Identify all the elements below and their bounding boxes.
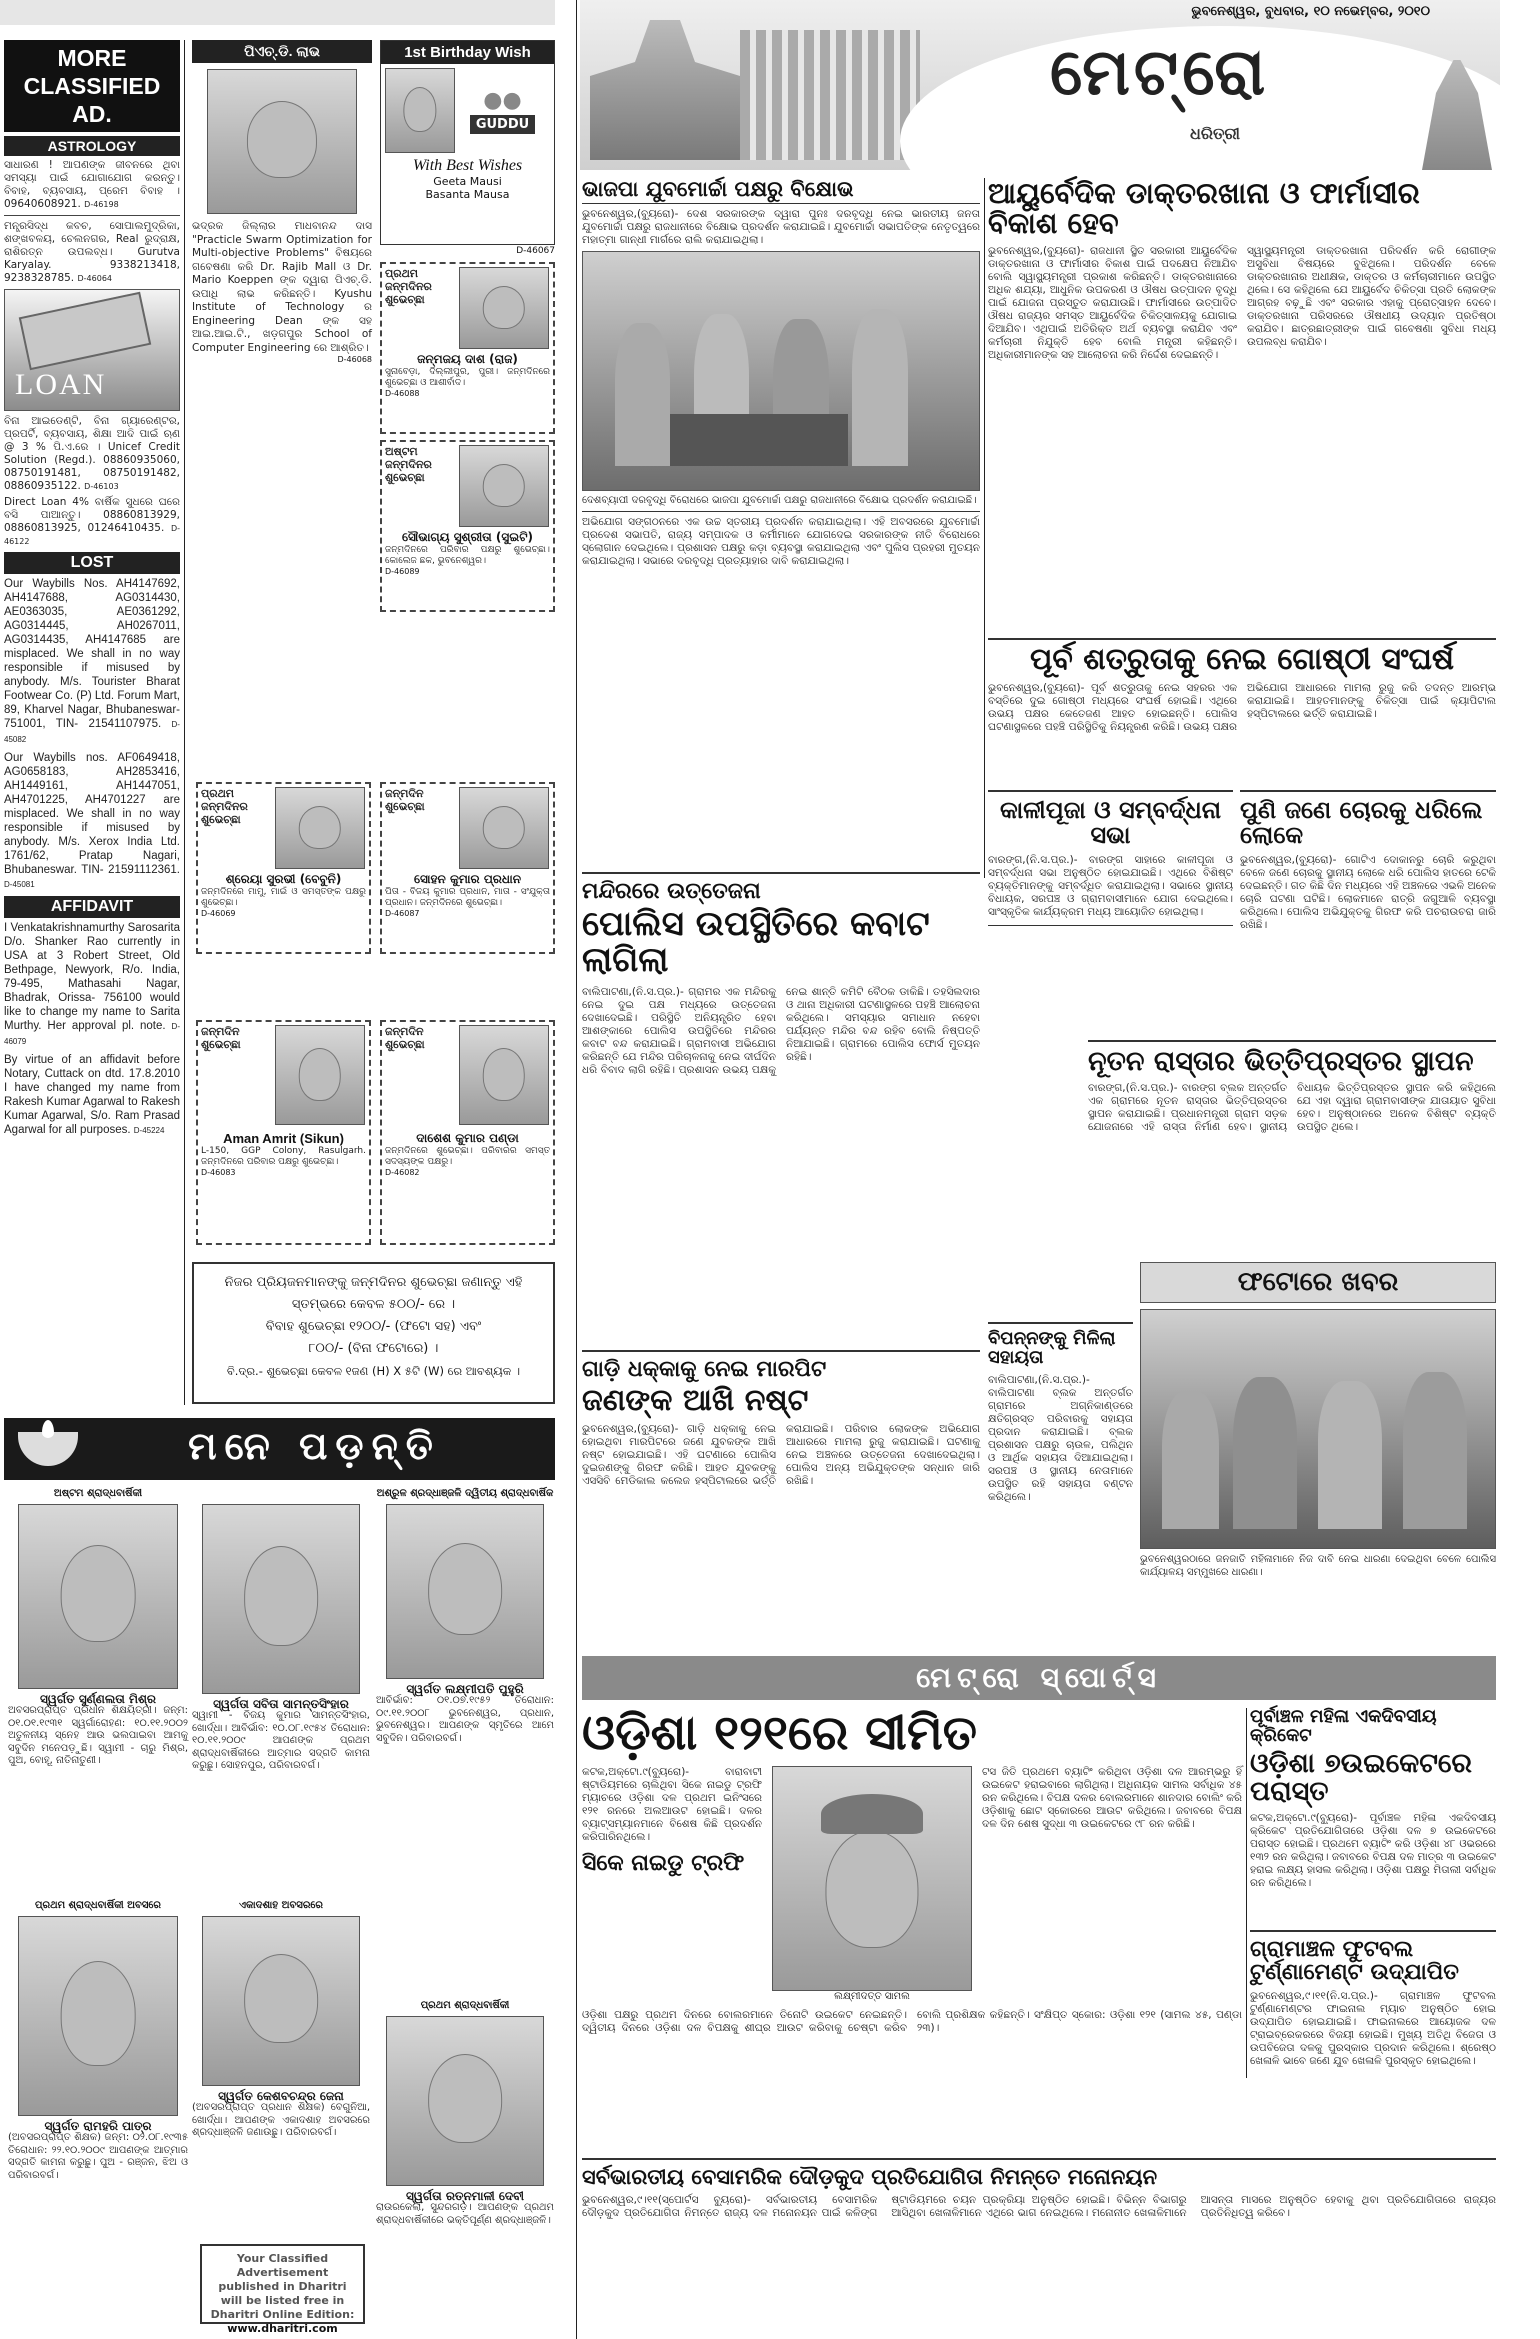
greeting-box <box>380 262 555 434</box>
bjym-body: ଭୁବନେଶ୍ୱର,(ବ୍ୟୁରୋ)- ଦେଶ ସରକାରଙ୍କ ଦ୍ୱାରା ପୁନଃ ଦରବୃଦ୍ଧି ନେଇ ଭାରତୀୟ ଜନତା ଯୁବମୋର୍ଚ୍ଚା ପକ୍ଷରୁ ରାଜଧାନୀରେ ବିକ୍ଷୋଭ ପ୍ରଦର୍ଶନ କରାଯାଇଛି। ଯୁବମୋର୍ଚ୍ଚା ସଭାପତିଙ୍କ ନେତୃତ୍ୱରେ ମହାତ୍ମା ଗାନ୍ଧୀ ମାର୍ଗରେ ରାଲି କରାଯାଇଥିଲା। <box>582 208 980 247</box>
rates-line: ବି.ଦ୍ର.- ଶୁଭେଚ୍ଛା କେବଳ ୧ଜଣ (H) X ୫ଟି (W) ରେ ଆବଶ୍ୟକ । <box>226 1364 521 1378</box>
gurutva-ad: ମନ୍ତ୍ରସିଦ୍ଧ କବଚ, ସୋପାଲମୁଦ୍ରିକା, ଶଙ୍ଖବଳୟ, ଚେଲନଗର, Real ରୁଦ୍ରାକ୍ଷ, ରାଶିରତ୍ନ ଉପଲବ୍ଧ। Gurutva Karyalay. 9338213418, 9238328785. D-46064 <box>4 220 180 284</box>
birthday-code: D-46067 <box>516 246 555 256</box>
bjym-article <box>582 178 980 868</box>
bjym-photo <box>582 251 980 491</box>
greeting-box <box>196 1020 371 1245</box>
divider <box>184 40 185 1405</box>
greeting-photo <box>459 267 549 349</box>
memorial-text: ରାଉରକେଲା, ସୁନ୍ଦରଗଡ଼। ଆପଣଙ୍କ ପ୍ରଥମ ଶ୍ରାଦ୍ଧବାର୍ଷିକୀରେ ଭକ୍ତିପୂର୍ଣ୍ଣ ଶ୍ରଦ୍ଧାଞ୍ଜଳି। <box>376 2202 554 2226</box>
greeting-title: ଅଷ୍ଟମ ଜନ୍ମଦିନର ଶୁଭେଚ୍ଛା <box>385 445 432 484</box>
purba-headline: ପୂର୍ବ ଶତ୍ରୁତାକୁ ନେଇ ଗୋଷ୍ଠୀ ସଂଘର୍ଷ <box>1029 642 1455 677</box>
bipanna-headline: ବିପନ୍ନଙ୍କୁ ମିଳିଲା ସହାୟତା <box>988 1328 1116 1368</box>
cricketer-photo <box>772 1766 972 1991</box>
memorial-tag: ପ୍ରଥମ ଶ୍ରାଦ୍ଧବାର୍ଷିକୀ <box>420 2000 510 2011</box>
memorial-name: ସ୍ୱର୍ଗତ ରାମହରି ପାତ୍ର <box>44 2119 152 2133</box>
sports-main-body-2: ଟସ ଜିତି ପ୍ରଥମେ ବ୍ୟାଟିଂ କରିଥିବା ଓଡ଼ିଶା ଦଳ ଆରମ୍ଭରୁ ହିଁ ଉଇକେଟ ହରାଇବାରେ ଲାଗିଥିଲା। ଅଧିନାୟକ ସାମଲ ସର୍ବାଧିକ ୪୫ ରନ କରିଥିଲେ। ବିପକ୍ଷ ଦଳର ବୋଲରମାନେ ଶାନଦାର ବୋଲିଂ କରି ଓଡ଼ିଶାକୁ ଛୋଟ ସ୍କୋରରେ ଆଉଟ କରିଥିଲେ। ଜବାବରେ ବିପକ୍ଷ ଦଳ ଦିନ ଶେଷ ସୁଦ୍ଧା ୩ ଉଇକେଟରେ ୯୮ ରନ କରିଛି। <box>982 1766 1242 1831</box>
temple-illustration <box>590 20 740 160</box>
affidavit-ad-2: By virtue of an affidavit before Notary, Cuttack on dtd. 17.8.2010 I have changed my name from Rakesh Kumar Agarwal to Rakesh Kumar Agarwal, S/o. Ram Prasad Agarwal for all purposes. D-45224 <box>4 1054 180 1136</box>
memorial-name: ସ୍ୱର୍ଗତା ରତ୍ନମାଳୀ ଦେବୀ <box>406 2189 524 2203</box>
rates-line: ୮୦୦/- (ବିନା ଫଟୋରେ) । <box>308 1341 439 1356</box>
birthday-from-1: Geeta Mausi <box>433 175 502 188</box>
birthday-name: GUDDU <box>470 115 535 134</box>
greeting-title: ପ୍ରଥମ ଜନ୍ମଦିନର ଶୁଭେଚ୍ଛା <box>385 267 432 306</box>
purba-body: ଭୁବନେଶ୍ୱର,(ବ୍ୟୁରୋ)- ପୂର୍ବ ଶତ୍ରୁତାକୁ ନେଇ ସହରର ଏକ ବସ୍ତିରେ ଦୁଇ ଗୋଷ୍ଠୀ ମଧ୍ୟରେ ସଂଘର୍ଷ ହୋଇଛି। ଏଥିରେ ଉଭୟ ପକ୍ଷର କେତେଜଣ ଆହତ ହୋଇଛନ୍ତି। ପୋଲିସ ଘଟଣାସ୍ଥଳରେ ପହଞ୍ଚି ପରିସ୍ଥିତିକୁ ନିୟନ୍ତ୍ରଣ କରିଛି। ଉଭୟ ପକ୍ଷର ଅଭିଯୋଗ ଆଧାରରେ ମାମଲା ରୁଜୁ କରି ତଦନ୍ତ ଆରମ୍ଭ କରାଯାଇଛି। ଆହତମାନଙ୍କୁ ଚିକିତ୍ସା ପାଇଁ କ୍ୟାପିଟାଲ ହସ୍ପିଟାଲରେ ଭର୍ତ୍ତି କରାଯାଇଛି। <box>988 681 1496 733</box>
memorial-text: ଆବିର୍ଭାବ: ୦୧.୦୭.୧୯୫୨ ତିରୋଧାନ: ୦୯.୧୧.୨୦୦୮ ଭୁବନେଶ୍ୱର, ପ୍ରଧାନ, ଭୁବନେଶ୍ୱର। ଆପଣଙ୍କ ସ୍ମୃତିରେ ଆମେ ସବୁଦିନ। ପରିବାରବର୍ଗ। <box>376 1695 554 1744</box>
women-headline: ଓଡ଼ିଶା ୭ଉଇକେଟରେ ପରାସ୍ତ <box>1250 1747 1472 1808</box>
loan-label: LOAN <box>15 368 107 401</box>
greeting-name: ଶ୍ରେୟା ସୁରଭୀ (ବେବୁନି) <box>225 872 342 886</box>
phd-code: D-46068 <box>337 355 372 364</box>
photo-news-image <box>1140 1309 1496 1549</box>
photo-news <box>1140 1262 1496 1642</box>
memorial-photo <box>202 1504 360 1694</box>
memorial-person <box>8 1900 188 2330</box>
greeting-code: D-46083 <box>201 1168 236 1177</box>
football-body: ଭୁବନେଶ୍ୱର,୯।୧୧(ନି.ସ.ପ୍ର.)- ଗ୍ରାମାଞ୍ଚଳ ଫୁଟବଲ ଟୁର୍ଣ୍ଣାମେଣ୍ଟର ଫାଇନାଲ ମ୍ୟାଚ ଅନୁଷ୍ଠିତ ହୋଇ ଉଦ୍‌ଯାପିତ ହୋଇଯାଇଛି। ଫାଇନାଲରେ ଆୟୋଜକ ଦଳ ଟ୍ରାଇବ୍ରେକରରେ ବିଜୟୀ ହୋଇଛି। ମୁଖ୍ୟ ଅତିଥି ବିଜେତା ଓ ଉପବିଜେତା ଦଳକୁ ପୁରସ୍କାର ପ୍ରଦାନ କରିଥିଲେ। ଶ୍ରେଷ୍ଠ ଖେଳାଳି ଭାବେ ଜଣେ ଯୁବ ଖେଳାଳି ପୁରସ୍କୃତ ହୋଇଥିଲେ। <box>1250 1990 1496 2068</box>
greeting-photo <box>275 787 365 869</box>
ayurvedic-headline: ଆୟୁର୍ବେଦିକ ଡାକ୍ତରଖାନା ଓ ଫାର୍ମାସୀର ବିକାଶ ହେବ <box>988 176 1420 241</box>
memorial-photo <box>18 1504 178 1689</box>
greeting-photo <box>459 445 549 527</box>
women-cricket-article <box>1250 1708 1496 1918</box>
greeting-box <box>380 440 555 612</box>
greeting-photo <box>275 1025 365 1125</box>
online-url[interactable]: www.dharitri.com <box>227 2322 338 2335</box>
memorial-banner <box>4 1418 555 1480</box>
greeting-text: ଜନ୍ମଦିନରେ ଶୁଭେଚ୍ଛା। ପରିବାରର ସମସ୍ତ ସଦସ୍ୟଙ୍କ ପକ୍ଷରୁ। <box>385 1146 550 1167</box>
birthday-wish: With Best Wishes <box>412 157 523 174</box>
masthead-title: ମେଟ୍ରୋ <box>1050 36 1270 110</box>
chor-article <box>1240 790 1496 1000</box>
greeting-code: D-46069 <box>201 909 236 918</box>
chor-headline: ପୁଣି ଜଣେ ଚୋରକୁ ଧରିଲେ ଲୋକେ <box>1240 796 1483 850</box>
rates-line: ସ୍ତମ୍ଭରେ କେବଳ ୫୦୦/- ରେ । <box>291 1297 456 1312</box>
divider <box>984 178 985 878</box>
kali-body: ବାରଙ୍ଗ,(ନି.ସ.ପ୍ର.)- ବାରଙ୍ଗ ସାହାରେ କାଳୀପୂଜା ଓ ସମ୍ବର୍ଦ୍ଧନା ସଭା ଅନୁଷ୍ଠିତ ହୋଇଯାଇଛି। ଏଥିରେ ବିଶିଷ୍ଟ ବ୍ୟକ୍ତିମାନଙ୍କୁ ସମ୍ବର୍ଦ୍ଧିତ କରାଯାଇଥିଲା। ସଭାରେ ସ୍ଥାନୀୟ ବିଧାୟକ, ସରପଞ୍ଚ ଓ ଗ୍ରାମବାସୀମାନେ ଯୋଗ ଦେଇଥିଲେ। ସାଂସ୍କୃତିକ କାର୍ଯ୍ୟକ୍ରମ ମଧ୍ୟ ଆୟୋଜିତ ହୋଇଥିଲା। <box>988 854 1233 919</box>
rates-line: ବିବାହ ଶୁଭେଚ୍ଛା ୧୨୦୦/- (ଫଟୋ ସହ) ଏବଂ <box>265 1319 482 1334</box>
greeting-text: ସୁନାବେଡ଼ା, ଦିଲ୍ଲୀପୁର, ପୁରୀ। ଜନ୍ମଦିନରେ ଶୁଭେଚ୍ଛା ଓ ଆଶୀର୍ବାଦ। <box>385 367 550 388</box>
greeting-text: L-150, GGP Colony, Rasulgarh. ଜନ୍ମଦିନରେ ପରିବାର ପକ୍ଷରୁ ଶୁଭେଚ୍ଛା। <box>201 1146 366 1167</box>
rates-box <box>192 1262 555 1404</box>
divider <box>1246 1708 1247 2078</box>
bipanna-body: ବାଲିପାଟଣା,(ନି.ସ.ପ୍ର.)- ବାଲିପାଟଣା ବ୍ଲକ ଅନ୍ତର୍ଗତ ଗ୍ରାମରେ ଅଗ୍ନିକାଣ୍ଡରେ କ୍ଷତିଗ୍ରସ୍ତ ପରିବାରକୁ ସହାୟତା ପ୍ରଦାନ କରାଯାଇଛି। ବ୍ଲକ ପ୍ରଶାସନ ପକ୍ଷରୁ ଚାଉଳ, ପଲିଥିନ ଓ ଆର୍ଥିକ ସହାୟତା ଦିଆଯାଇଥିଲା। ସରପଞ୍ଚ ଓ ସ୍ଥାନୀୟ ନେତାମାନେ ଉପସ୍ଥିତ ରହି ସହାୟତା ବଣ୍ଟନ କରିଥିଲେ। <box>988 1373 1133 1503</box>
gadi-body: ଭୁବନେଶ୍ୱର,(ବ୍ୟୁରୋ)- ଗାଡ଼ି ଧକ୍କାକୁ ନେଇ ହୋଇଥିବା ମାରପିଟରେ ଜଣେ ଯୁବକଙ୍କ ଆଖି ନଷ୍ଟ ହୋଇଯାଇଛି। ଏହି ଘଟଣାରେ ପୋଲିସ ଦୁଇଜଣଙ୍କୁ ଗିରଫ କରିଛି। ଆହତ ଯୁବକଙ୍କୁ ଏସସିବି ମେଡିକାଲ କଲେଜ ହସ୍ପିଟାଲରେ ଭର୍ତ୍ତି କରାଯାଇଛି। ପରିବାର ଲୋକଙ୍କ ଅଭିଯୋଗ ଆଧାରରେ ମାମଲା ରୁଜୁ କରାଯାଇଛି। ଘଟଣାକୁ ନେଇ ଅଞ୍ଚଳରେ ଉତ୍ତେଜନା ଦେଖାଦେଇଥିଲା। ପୋଲିସ ଅନ୍ୟ ଅଭିଯୁକ୍ତଙ୍କ ସନ୍ଧାନ ଜାରି ରଖିଛି। <box>582 1422 980 1487</box>
greeting-name: Aman Amrit (Sikun) <box>223 1131 344 1146</box>
women-body: କଟକ,ଅକ୍ଟୋ.୯(ବ୍ୟୁରୋ)- ପୂର୍ବାଞ୍ଚଳ ମହିଳା ଏକଦିବସୀୟ କ୍ରିକେଟ ପ୍ରତିଯୋଗିତାରେ ଓଡ଼ିଶା ଦଳ ୭ ଉଇକେଟରେ ପରାସ୍ତ ହୋଇଛି। ପ୍ରଥମେ ବ୍ୟାଟିଂ କରି ଓଡ଼ିଶା ୪୮ ଓଭରରେ ୧୩୨ ରନ କରିଥିଲା। ଜବାବରେ ବିପକ୍ଷ ଦଳ ମାତ୍ର ୩ ଉଇକେଟ ହରାଇ ଲକ୍ଷ୍ୟ ହାସଲ କରିଥିଲା। ଓଡ଼ିଶା ପକ୍ଷରୁ ମିତାଲୀ ସର୍ବାଧିକ ରନ କରିଥିଲେ। <box>1250 1812 1496 1890</box>
memorial-name: ସ୍ୱର୍ଗତ କେଶବଚନ୍ଦ୍ର ଜେନା <box>218 2089 344 2103</box>
direct-loan-ad: Direct Loan 4% ବାର୍ଷିକ ସୁଧରେ ଘରେ ବସି ପାଆନ୍ତୁ। 08860813929, 08860813925, 01246410435. D-46122 <box>4 496 180 546</box>
affidavit-ad-1: I Venkatakrishnamurthy Sarosarita D/o. Shanker Rao currently in USA at 3 Robert Street, Old Bethpage, Newyork, R/o. India, 79-495, Mathasahi Nagar, Bhadrak, Orissa- 756100 would like to change my name to Sarita Murthy. Her approval pl. note. D-46079 <box>4 922 180 1046</box>
mandir-headline: ପୋଲିସ ଉପସ୍ଥିତିରେ କବାଟ ଲାଗିଲା <box>582 904 930 980</box>
memorial-photo <box>386 1504 544 1679</box>
balloons-icon: ●● <box>483 87 522 113</box>
greeting-photo <box>459 1025 549 1125</box>
raasta-body: ବାରଙ୍ଗ,(ନି.ସ.ପ୍ର.)- ବାରଙ୍ଗ ବ୍ଲକ ଅନ୍ତର୍ଗତ ଏକ ଗ୍ରାମରେ ନୂତନ ରାସ୍ତାର ଭିତ୍ତିପ୍ରସ୍ତର ସ୍ଥାପନ କରାଯାଇଛି। ପ୍ରଧାନମନ୍ତ୍ରୀ ଗ୍ରାମ ସଡ଼କ ଯୋଜନାରେ ଏହି ରାସ୍ତା ନିର୍ମାଣ ହେବ। ସ୍ଥାନୀୟ ବିଧାୟକ ଭିତ୍ତିପ୍ରସ୍ତର ସ୍ଥାପନ କରି କହିଥିଲେ ଯେ ଏହା ଦ୍ୱାରା ଗ୍ରାମବାସୀଙ୍କ ଯାତାୟାତ ସୁବିଧା ହେବ। ଅନୁଷ୍ଠାନରେ ଅନେକ ବିଶିଷ୍ଟ ବ୍ୟକ୍ତି ଉପସ୍ଥିତ ଥିଲେ। <box>1088 1082 1496 1134</box>
astrology-label: ASTROLOGY <box>4 136 180 156</box>
memorial-text: ସ୍ୱାମୀ - ବିଜୟ କୁମାର ସାମନ୍ତସିଂହାର, ଖୋର୍ଦ୍ଧା। ଆବିର୍ଭାବ: ୧୦.୦୮.୧୯୫୪ ତିରୋଧାନ: ୧୦.୧୧.୨୦୦୯ ଆପଣଙ୍କ ପ୍ରଥମ ଶ୍ରାଦ୍ଧବାର୍ଷିକୀରେ ଆତ୍ମାର ସଦ୍‌ଗତି କାମନା କରୁଛୁ। ସୋହନପୁର, ପରିବାରବର୍ଗ। <box>192 1710 370 1771</box>
baby-photo <box>385 68 455 153</box>
memorial-text: ଅବସରପ୍ରାପ୍ତ ପ୍ରଧାନ ଶିକ୍ଷୟିତ୍ରୀ। ଜନ୍ମ: ୦୧.୦୧.୧୯୩୧ ସ୍ୱର୍ଗାରୋହଣ: ୧୦.୧୧.୨୦୦୨ ଅତୁଳନୀୟ ସ୍ନେହ ଆଉ ଭଲପାଇବା ଆମକୁ ସବୁଦିନ ମନେପଡ଼ୁଛି। ସ୍ୱାମୀ - ଚାରୁ ମିଶ୍ର, ପୁଅ, ବୋହୂ, ନାତିନାତୁଣୀ। <box>8 1705 188 1766</box>
classified-header: MORE CLASSIFIED AD. <box>4 40 180 132</box>
memorial-name: ସ୍ୱର୍ଗତ ସୁର୍ଣ୍ଣଲତା ମିଶ୍ର <box>40 1692 156 1706</box>
banner-cloth <box>670 414 848 466</box>
memorial-photo <box>202 1916 360 2086</box>
football-article <box>1250 1930 1496 2150</box>
memorial-name: ସ୍ୱର୍ଗତ ଲକ୍ଷ୍ମୀପତି ପୁହୁରି <box>406 1682 524 1696</box>
greeting-text: ପିତା - ବିଜୟ କୁମାର ପ୍ରଧାନ, ମାତା - ସଂଯୁକ୍ତା ପ୍ରଧାନ। ଜନ୍ମଦିନରେ ଶୁଭେଚ୍ଛା। <box>385 887 550 908</box>
greeting-code: D-46087 <box>385 909 420 918</box>
memorial-person <box>8 1488 188 1888</box>
memorial-photo <box>18 1916 178 2116</box>
sports-main-body-3: ଓଡ଼ିଶା ପକ୍ଷରୁ ପ୍ରଥମ ଦିନରେ ବୋଲରମାନେ ତିନୋଟି ଉଇକେଟ ନେଇଛନ୍ତି। ଦ୍ୱିତୀୟ ଦିନରେ ଓଡ଼ିଶା ଦଳ ବିପକ୍ଷକୁ ଶୀଘ୍ର ଆଉଟ କରିବାକୁ ଚେଷ୍ଟା କରିବ ବୋଲି ପ୍ରଶିକ୍ଷକ କହିଛନ୍ତି। ସଂକ୍ଷିପ୍ତ ସ୍କୋର: ଓଡ଼ିଶା ୧୨୧ (ସାମଲ ୪୫, ପଣ୍ଡା ୨୩)। <box>582 2009 1242 2035</box>
football-headline: ଗ୍ରାମାଞ୍ଚଳ ଫୁଟବଲ ଟୁର୍ଣ୍ଣାମେଣ୍ଟ ଉଦ୍‌ଯାପିତ <box>1250 1937 1459 1986</box>
greeting-name: ସୋହନ କୁମାର ପ୍ରଧାନ <box>413 872 522 886</box>
memorial-person <box>192 1900 370 2230</box>
greeting-title: ଜନ୍ମଦିନ ଶୁଭେଚ୍ଛା <box>385 787 425 813</box>
greeting-code: D-46088 <box>385 389 420 398</box>
phd-text: ଭଦ୍ରକ ଜିଲ୍ଲାର ମାଧବାନନ୍ଦ ଦାସ "Practicle Swarm Optimization for Multi-objective Problems" ବିଷୟରେ ଗବେଷଣା କରି Dr. Rajib Mall ଓ Dr. Mario Koeppen ଙ୍କ ଦ୍ୱାରା ପିଏଚ୍.ଡି. ଉପାଧି ଲାଭ କରିଛନ୍ତି। Kyushu Institute of Technology ର Engineering Dean ଙ୍କ ସହ ଆଇ.ଆଇ.ଟି., ଖଡ଼ଗପୁର School of Computer Engineering ରେ ଆଶ୍ରିତ। <box>192 220 372 354</box>
greeting-title: ଜନ୍ମଦିନ ଶୁଭେଚ୍ଛା <box>385 1025 425 1051</box>
sports-banner: ମେଟ୍ରୋ ସ୍ପୋର୍ଟ୍ସ <box>582 1656 1496 1700</box>
bjym-caption: ଦେଶବ୍ୟାପୀ ଦରବୃଦ୍ଧି ବିରୋଧରେ ଭାଜପା ଯୁବମୋର୍ଚ୍ଚା ପକ୍ଷରୁ ରାଜଧାନୀରେ ବିକ୍ଷୋଭ ପ୍ରଦର୍ଶନ କରାଯାଇଛି। <box>582 495 977 507</box>
masthead-date: ଭୁବନେଶ୍ୱର, ବୁଧବାର, ୧୦ ନଭେମ୍ବର, ୨୦୧୦ <box>1191 4 1430 19</box>
chor-body: ଭୁବନେଶ୍ୱର,(ବ୍ୟୁରୋ)- ଗୋଟିଏ ଦୋକାନରୁ ଚୋରି କରୁଥିବା ବେଳେ ଜଣେ ଚୋରକୁ ସ୍ଥାନୀୟ ଲୋକେ ଧରି ପୋଲିସ ହାତରେ ଟେକି ଦେଇଛନ୍ତି। ଗତ କିଛି ଦିନ ମଧ୍ୟରେ ଏହି ଅଞ୍ଚଳରେ ଏଭଳି ଅନେକ ଚୋରି ଘଟଣା ଘଟିଛି। ଲୋକମାନେ ରାତ୍ରି ଜଗୁଆଳି ବ୍ୟବସ୍ଥା କରିଥିଲେ। ପୋଲିସ ଅଭିଯୁକ୍ତକୁ ଗିରଫ କରି ପଚରାଉଚରା ଜାରି ରଖିଛି। <box>1240 854 1496 932</box>
lost-ad-2: Our Waybills nos. AF0649418, AG0658183, AH2853416, AH1449161, AH1447051, AH4701225, AH4701227 are misplaced. We shall in no way responsible if misused by anybody. M/s. Xerox India Ltd. 1761/62, Pratap Nagari, Bhubaneswar. TIN- 21591112361. D-45081 <box>4 752 180 889</box>
birthday-header: 1st Birthday Wish <box>381 41 554 64</box>
greeting-title: ପ୍ରଥମ ଜନ୍ମଦିନର ଶୁଭେଚ୍ଛା <box>201 787 248 826</box>
raasta-headline: ନୂତନ ରାସ୍ତାର ଭିତ୍ତିପ୍ରସ୍ତର ସ୍ଥାପନ <box>1088 1046 1474 1077</box>
greeting-box <box>380 1020 555 1245</box>
ayurvedic-body: ଭୁବନେଶ୍ୱର,(ବ୍ୟୁରୋ)- ରାଜଧାନୀ ସ୍ଥିତ ସରକାରୀ ଆୟୁର୍ବେଦିକ ଡାକ୍ତରଖାନା ଓ ଫାର୍ମାସୀର ବିକାଶ ପାଇଁ ପଦକ୍ଷେପ ନିଆଯିବ ବୋଲି ସ୍ୱାସ୍ଥ୍ୟମନ୍ତ୍ରୀ ପ୍ରକାଶ କରିଛନ୍ତି। ଡାକ୍ତରଖାନାରେ ଅଧିକ ଶଯ୍ୟା, ଆଧୁନିକ ଉପକରଣ ଓ ଔଷଧ ଉତ୍ପାଦନ ବୃଦ୍ଧି ପାଇଁ ଯୋଜନା ପ୍ରସ୍ତୁତ କରାଯାଉଛି। ଫାର୍ମାସୀରେ ଉତ୍ପାଦିତ ଔଷଧ ରାଜ୍ୟର ସମସ୍ତ ଆୟୁର୍ବେଦିକ ଚିକିତ୍ସାଳୟକୁ ଯୋଗାଇ ଦିଆଯିବ। ଏଥିପାଇଁ ଅତିରିକ୍ତ ଅର୍ଥ ବ୍ୟବସ୍ଥା କରାଯିବ ଏବଂ କର୍ମଚାରୀ ନିଯୁକ୍ତି ହେବ ବୋଲି ମନ୍ତ୍ରୀ କହିଛନ୍ତି। ଅଧିକାରୀମାନଙ୍କ ସହ ଆଲୋଚନା କରି ନିର୍ଦ୍ଦେଶ ଦେଇଛନ୍ତି। <box>988 244 1237 361</box>
greeting-name: ଜନ୍ମଜୟ ଦାଶ (ରାଜ) <box>417 352 518 366</box>
online-note: Your Classified Advertisement published in Dharitri will be listed free in Dharitri Online Edition: <box>210 2252 355 2321</box>
classified-column <box>4 40 180 1405</box>
memorial-person <box>376 1488 554 1938</box>
memorial-tag: ଅଷ୍ଟମ ଶ୍ରାଦ୍ଧବାର୍ଷିକୀ <box>53 1488 143 1499</box>
memorial-text: (ଅବସରପ୍ରାପ୍ତ ପ୍ରଧାନ ଶିକ୍ଷକ) ବେଗୁନିଆ, ଖୋର୍ଦ୍ଧା। ଆପଣଙ୍କ ଏକାଦଶାହ ଅବସରରେ ଶ୍ରଦ୍ଧାଞ୍ଜଳି ଜଣାଉଛୁ। ପରିବାରବର୍ଗ। <box>192 2102 370 2138</box>
phd-ad <box>192 40 372 660</box>
greeting-box <box>380 782 555 954</box>
race-body: ଭୁବନେଶ୍ୱର,୯।୧୧(ସ୍ପୋର୍ଟସ ବ୍ୟୁରୋ)- ସର୍ବଭାରତୀୟ ବେସାମରିକ ଦୌଡ଼କୁଦ ପ୍ରତିଯୋଗିତା ନିମନ୍ତେ ରାଜ୍ୟ ଦଳ ମନୋନୟନ ପାଇଁ କଳିଙ୍ଗ ଷ୍ଟାଡିୟମରେ ଚୟନ ପ୍ରକ୍ରିୟା ଅନୁଷ୍ଠିତ ହୋଇଛି। ବିଭିନ୍ନ ବିଭାଗରୁ ଆସିଥିବା ଖେଳାଳିମାନେ ଏଥିରେ ଭାଗ ନେଇଥିଲେ। ମନୋନୀତ ଖେଳାଳିମାନେ ଆସନ୍ତା ମାସରେ ଅନୁଷ୍ଠିତ ହେବାକୁ ଥିବା ପ୍ରତିଯୋଗିତାରେ ରାଜ୍ୟର ପ୍ରତିନିଧିତ୍ୱ କରିବେ। <box>582 2194 1496 2220</box>
loan-banner <box>4 289 180 411</box>
greeting-box <box>196 782 371 954</box>
greeting-name: ଦାଶେଶ କୁମାର ପଣ୍ଡା <box>416 1131 519 1145</box>
birthday-ad <box>380 40 555 245</box>
photo-news-label: ଫଟୋରେ ଖବର <box>1140 1262 1496 1303</box>
astrology-ad: ସାଧାରଣ ! ଆପଣଙ୍କ ଜୀବନରେ ଥିବା ସମସ୍ୟା ପାଇଁ ଯୋଗାଯୋଗ କରନ୍ତୁ। ବିବାହ, ବ୍ୟବସାୟ, ପ୍ରେମ ବିବାହ । 09640608921. D-46198 <box>4 159 180 210</box>
greeting-code: D-46089 <box>385 567 420 576</box>
gadi-article <box>582 1350 980 1648</box>
memorial-tag: ଏକାଦଶାହ ଅବସରରେ <box>238 1900 323 1911</box>
gadi-headline: ଜଣଙ୍କ ଆଖି ନଷ୍ଟ <box>582 1383 809 1419</box>
greeting-name: ସୌଭାଗ୍ୟ ସୁଶ୍ରୀତା (ସୁଇଟି) <box>402 530 533 544</box>
cknaidu-headline: ସିକେ ନାଇଡୁ ଟ୍ରଫି <box>582 1851 745 1877</box>
masthead-subtitle: ଧରିତ୍ରୀ <box>1190 124 1240 143</box>
sports-main-body-1: କଟକ,ଅକ୍ଟୋ.୯(ବ୍ୟୁରୋ)- ବାରାବାଟୀ ଷ୍ଟାଡିୟମରେ ଚାଲିଥିବା ସିକେ ନାଇଡୁ ଟ୍ରଫି ମ୍ୟାଚରେ ଓଡ଼ିଶା ଦଳ ପ୍ରଥମ ଇନିଂସରେ ୧୨୧ ରନରେ ଅଲଆଉଟ ହୋଇଛି। ଦଳର ବ୍ୟାଟ୍ସମ୍ୟାନମାନେ ବିଶେଷ କିଛି ପ୍ରଦର୍ଶନ କରିପାରିନଥିଲେ। <box>582 1766 762 1844</box>
cricketer-caption: ଲକ୍ଷ୍ମୀଦତ୍ତ ସାମଲ <box>834 1991 910 2003</box>
bipanna-article <box>988 1322 1133 1622</box>
kali-headline: କାଳୀପୂଜା ଓ ସମ୍ବର୍ଦ୍ଧନା ସଭା <box>999 796 1222 850</box>
memorial-header: ମନେ ପଡ଼ନ୍ତି <box>188 1424 441 1468</box>
loan-ad: ବିନା ଆଇଡେଣ୍ଟି, ବିନା ଗ୍ୟାରେଣ୍ଟର, ପ୍ରପର୍ଟି, ବ୍ୟବସାୟ, ଶିକ୍ଷା ଆଦି ପାଇଁ ଋଣ @ 3 % ପି.ଏ.ରେ । Unicef Credit Solution (Regd.). 08860935060, 08750191481, 08750191482, 08860935122. D-46103 <box>4 415 180 492</box>
diya-flame-icon <box>42 1420 54 1438</box>
greeting-text: ଜନ୍ମଦିନରେ ମାମୁ, ମାଇଁ ଓ ସମସ୍ତଙ୍କ ପକ୍ଷରୁ ଶୁଭେଚ୍ଛା। <box>201 887 366 908</box>
divider <box>576 0 577 2339</box>
mandir-body: ବାଲିପାଟଣା,(ନି.ସ.ପ୍ର.)- ଗ୍ରାମର ଏକ ମନ୍ଦିରକୁ ନେଇ ଦୁଇ ପକ୍ଷ ମଧ୍ୟରେ ଉତ୍ତେଜନା ଦେଖାଦେଇଛି। ପରିସ୍ଥିତି ଅନିୟନ୍ତ୍ରିତ ହେବା ଆଶଙ୍କାରେ ପୋଲିସ ଉପସ୍ଥିତିରେ ମନ୍ଦିରର କବାଟ ବନ୍ଦ କରାଯାଇଛି। ଗ୍ରାମବାସୀ ଅଭିଯୋଗ କରିଛନ୍ତି ଯେ ମନ୍ଦିର ପରିଚାଳନାକୁ ନେଇ ଦୀର୍ଘଦିନ ଧରି ବିବାଦ ଲାଗି ରହିଛି। ପ୍ରଶାସନ ଉଭୟ ପକ୍ଷକୁ ନେଇ ଶାନ୍ତି କମିଟି ବୈଠକ ଡାକିଛି। ତହସିଲଦାର ଓ ଥାନା ଅଧିକାରୀ ଘଟଣାସ୍ଥଳରେ ପହଞ୍ଚି ଆଲୋଚନା କରିଥିଲେ। ସମସ୍ୟାର ସମାଧାନ ନହେବା ପର୍ଯ୍ୟନ୍ତ ମନ୍ଦିର ବନ୍ଦ ରହିବ ବୋଲି ନିଷ୍ପତ୍ତି ନିଆଯାଇଛି। ଗ୍ରାମରେ ପୋଲିସ ଫୋର୍ସ ମୁତୟନ ରହିଛି। <box>582 986 980 1077</box>
masthead <box>580 0 1500 170</box>
greeting-text: ଜନ୍ମଦିନରେ ପରିବାର ପକ୍ଷରୁ ଶୁଭେଚ୍ଛା। କୋଲେଜ ଛକ, ଭୁବନେଶ୍ୱର। <box>385 545 550 566</box>
online-note-box <box>200 2244 365 2335</box>
bjym-headline: ଭାଜପା ଯୁବମୋର୍ଚ୍ଚା ପକ୍ଷରୁ ବିକ୍ଷୋଭ <box>582 178 980 204</box>
memorial-person <box>376 2000 554 2330</box>
memorial-name: ସ୍ୱର୍ଗତା ସବିତା ସାମନ୍ତସିଂହାର <box>213 1697 349 1711</box>
phd-header: ପିଏଚ୍.ଡି. ଲାଭ <box>192 40 372 63</box>
rates-line: ନିଜର ପ୍ରିୟଜନମାନଙ୍କୁ ଜନ୍ମଦିନର ଶୁଭେଚ୍ଛା ଜଣାନ୍ତୁ ଏହି <box>224 1275 523 1290</box>
sports-main-headline: ଓଡ଼ିଶା ୧୨୧ରେ ସୀମିତ <box>582 1705 977 1761</box>
memorial-text: (ଅବସରପ୍ରାପ୍ତ ଶିକ୍ଷକ) ଜନ୍ମ: ୦୨.୦୮.୧୯୩୫ ତିରୋଧାନ: ୨୨.୧୦.୨୦୦୯ ଆପଣଙ୍କ ଆତ୍ମାର ସଦ୍‌ଗତି କାମନା କରୁଛୁ। ପୁଅ - ରଞ୍ଜନ, ଝିଅ ଓ ପରିବାରବର୍ଗ। <box>8 2132 188 2181</box>
gadi-kicker: ଗାଡ଼ି ଧକ୍କାକୁ ନେଇ ମାରପିଟ <box>582 1357 827 1382</box>
race-article <box>582 2158 1496 2333</box>
lost-label: LOST <box>4 552 180 574</box>
mandir-article <box>582 872 980 1342</box>
money-notes-illustration <box>19 292 152 371</box>
memorial-tag: ଅଶ୍ରୁଳ ଶ୍ରଦ୍ଧାଞ୍ଜଳି ଦ୍ୱିତୀୟ ଶ୍ରାଦ୍ଧବାର୍ଷିକ <box>376 1488 554 1499</box>
greeting-code: D-46082 <box>385 1168 420 1177</box>
affidavit-label: AFFIDAVIT <box>4 896 180 918</box>
greeting-title: ଜନ୍ମଦିନ ଶୁଭେଚ୍ଛା <box>201 1025 241 1051</box>
raasta-article <box>1088 1040 1496 1250</box>
mandir-kicker: ମନ୍ଦିରରେ ଉତ୍ତେଜନା <box>582 879 761 904</box>
birthday-from-2: Basanta Mausa <box>425 188 510 201</box>
women-kicker: ପୂର୍ବାଞ୍ଚଳ ମହିଳା ଏକଦିବସୀୟ କ୍ରିକେଟ <box>1250 1706 1437 1746</box>
building-illustration <box>740 30 920 160</box>
photo-news-caption: ଭୁବନେଶ୍ୱରଠାରେ ଜନଜାତି ମହିଳାମାନେ ନିଜ ଦାବି ନେଇ ଧାରଣା ଦେଇଥିବା ବେଳେ ପୋଲିସ କାର୍ଯ୍ୟାଳୟ ସମ୍ମୁଖରେ ଧାରଣା। <box>1140 1554 1496 1578</box>
phd-photo <box>207 69 357 214</box>
bjym-body-2: ଅଭିଯୋଗ ସଙ୍ଗଠନରେ ଏକ ଉଚ୍ଚ ସ୍ତରୀୟ ପ୍ରଦର୍ଶନ କରାଯାଇଥିଲା। ଏହି ଅବସରରେ ଯୁବମୋର୍ଚ୍ଚା ପ୍ରଦେଶ ସଭାପତି, ରାଜ୍ୟ ସମ୍ପାଦକ ଓ କର୍ମୀମାନେ ଯୋଗଦେଇ ସରକାରଙ୍କ ନୀତି ବିରୋଧରେ ସ୍ଲୋଗାନ ଦେଇଥିଲେ। ପ୍ରଶାସନ ପକ୍ଷରୁ କଡ଼ା ବ୍ୟବସ୍ଥା କରାଯାଇଥିଲା ଏବଂ ପୁଲିସ ପ୍ରହରୀ ମୁତୟନ କରାଯାଇଥିଲା। ସଭାରେ ଦରବୃଦ୍ଧି ପ୍ରତ୍ୟାହାର ଦାବି କରାଯାଇଥିଲା। <box>582 516 980 568</box>
race-headline: ସର୍ବଭାରତୀୟ ବେସାମରିକ ଦୌଡ଼କୁଦ ପ୍ରତିଯୋଗିତା ନିମନ୍ତେ ମନୋନୟନ <box>582 2165 1158 2189</box>
lost-ad-1: Our Waybills Nos. AH4147692, AH4147688, AG0314430, AE0363035, AE0361292, AG0314445, AH0267011, AG0314435, AH4147685 are misplaced. We shall in no way responsible if misused by anybody. M/s. Tourister Bharat Footwear Co. (P) Ltd. Forum Mart, 89, Kharvel Nagar, Bhubaneswar-751001, TIN- 21541107975. D-45082 <box>4 578 180 744</box>
cap-icon <box>821 1794 924 1834</box>
memorial-photo <box>386 2016 544 2186</box>
ayurvedic-article <box>988 178 1496 633</box>
ayurvedic-body-2: ସ୍ୱାସ୍ଥ୍ୟମନ୍ତ୍ରୀ ଡାକ୍ତରଖାନା ପରିଦର୍ଶନ କରି ରୋଗୀଙ୍କ ଅସୁବିଧା ବିଷୟରେ ବୁଝିଥିଲେ। ପରିଦର୍ଶନ ବେଳେ ଡାକ୍ତରଖାନାର ଅଧୀକ୍ଷକ, ଡାକ୍ତର ଓ କର୍ମଚାରୀମାନେ ଉପସ୍ଥିତ ଥିଲେ। ସେ କହିଥିଲେ ଯେ ଆୟୁର୍ବେଦ ଚିକିତ୍ସା ପ୍ରତି ଲୋକଙ୍କ ଆଗ୍ରହ ବଢ଼ୁଛି ଏବଂ ସରକାର ଏହାକୁ ପ୍ରୋତ୍ସାହନ ଦେବେ। ଡାକ୍ତରଖାନା ପରିସରରେ ଔଷଧୀୟ ଉଦ୍ୟାନ ପ୍ରତିଷ୍ଠା କରାଯିବ। ଛାତ୍ରଛାତ୍ରୀଙ୍କ ପାଇଁ ଗବେଷଣା ସୁବିଧା ମଧ୍ୟ ଉପଲବ୍ଧ କରାଯିବ। <box>1247 244 1496 348</box>
left-top-gray-band <box>0 0 555 25</box>
memorial-tag: ପ୍ରଥମ ଶ୍ରାଦ୍ଧବାର୍ଷିକୀ ଅବସରେ <box>35 1900 161 1911</box>
greeting-photo <box>459 787 549 869</box>
purba-article <box>988 638 1496 783</box>
